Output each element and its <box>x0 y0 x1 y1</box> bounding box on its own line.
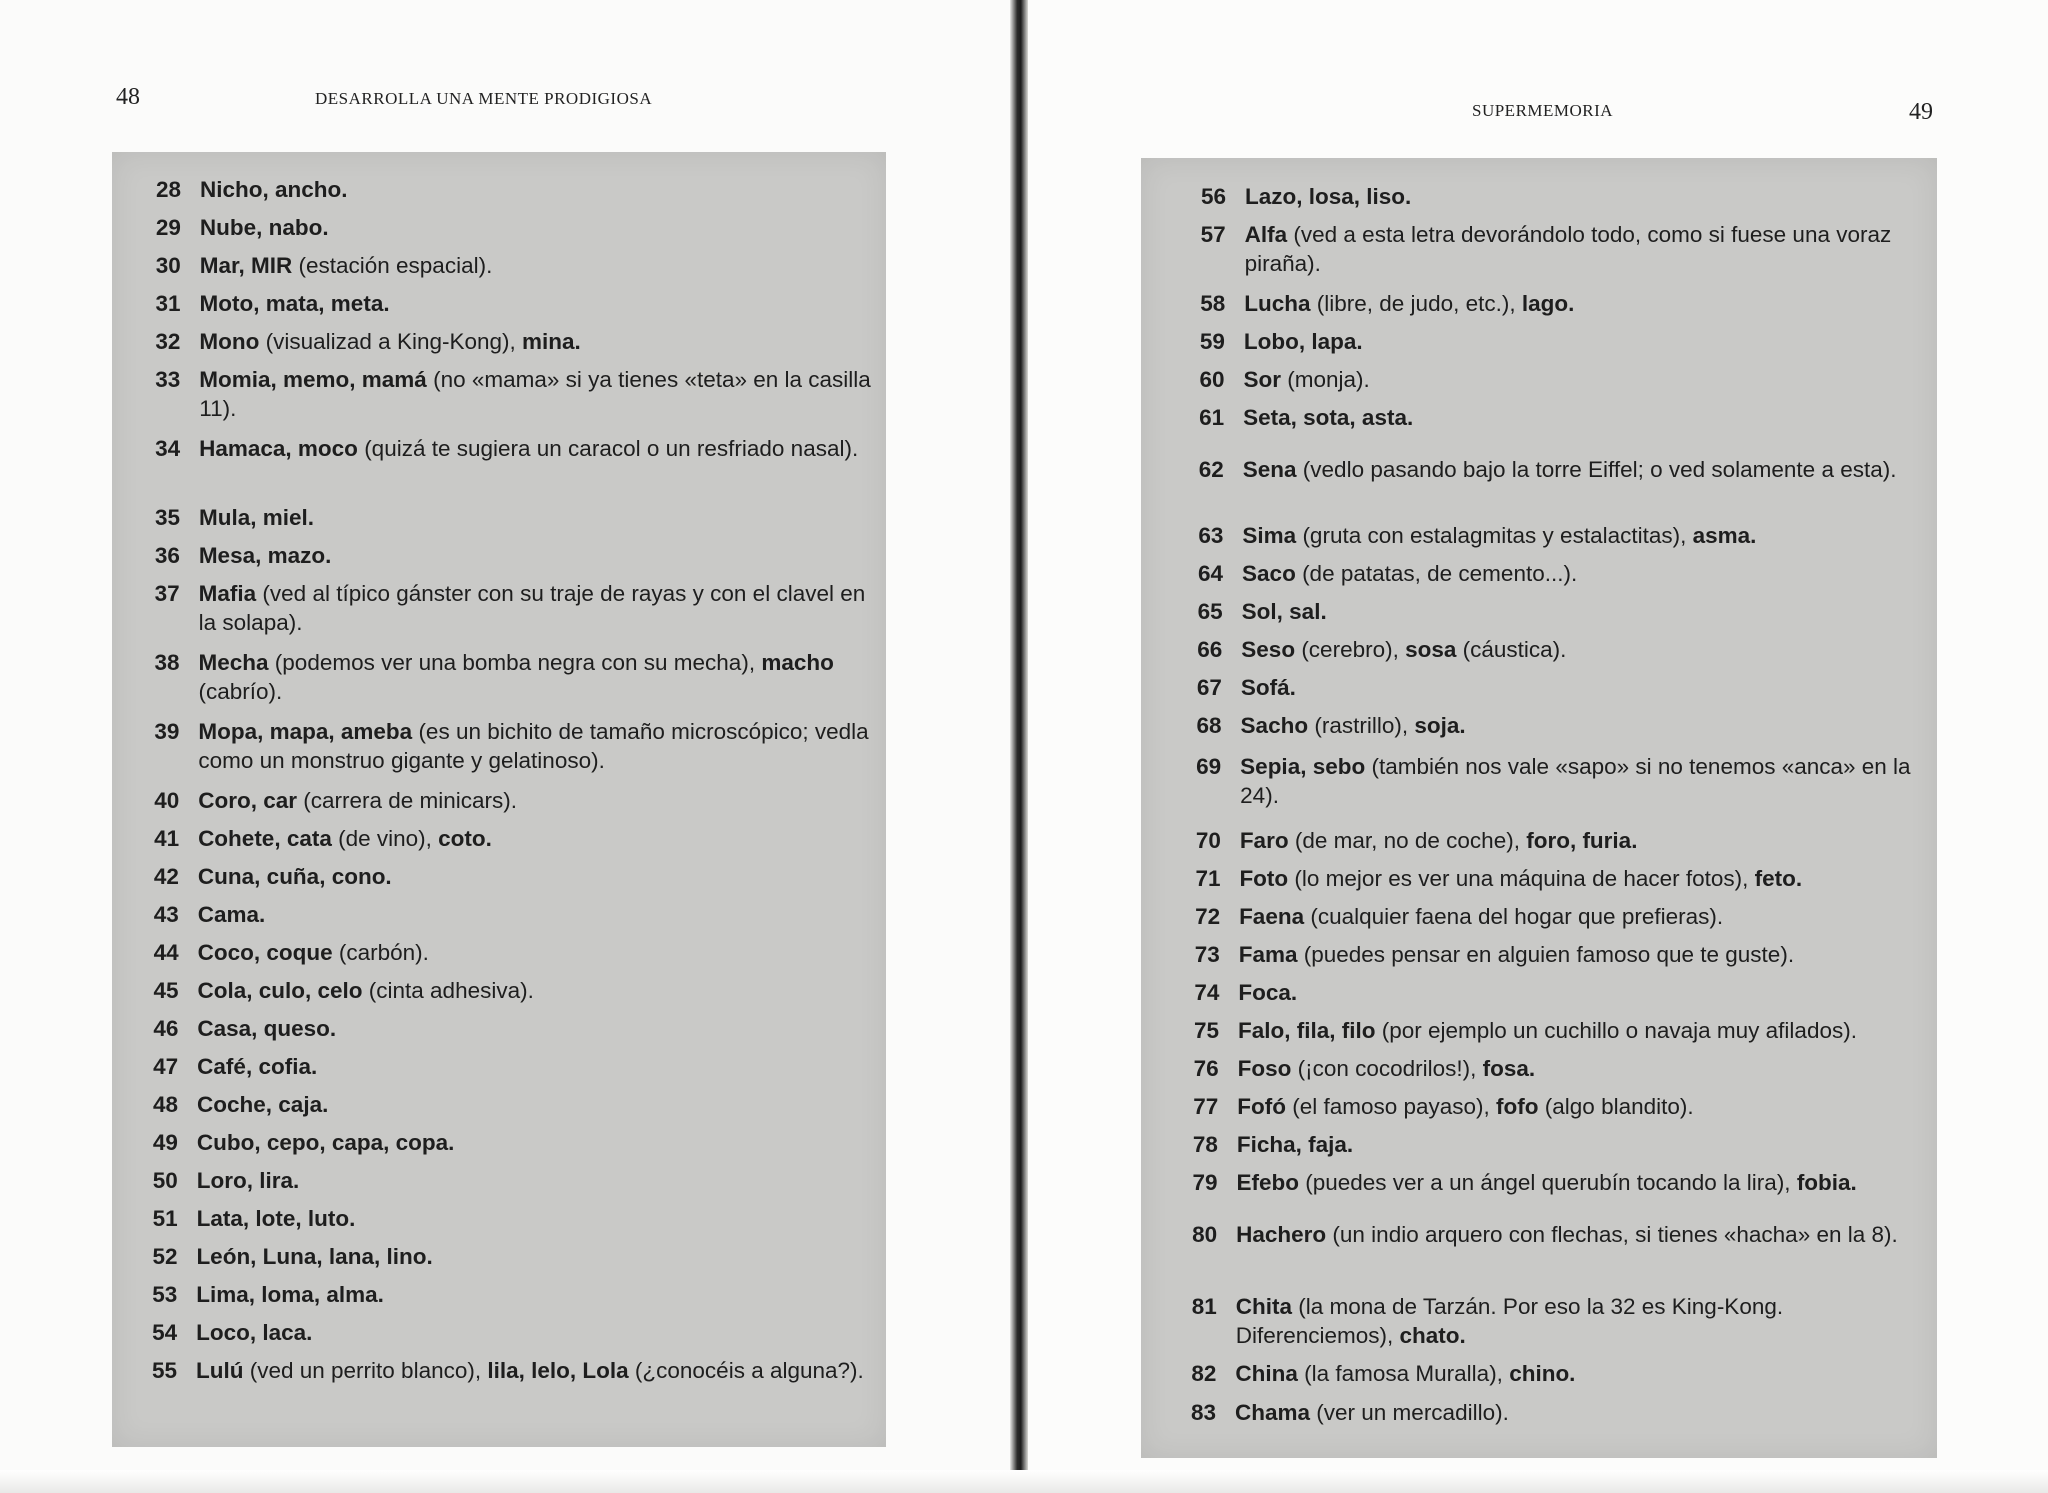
entry-keyword: Cama. <box>197 902 266 927</box>
entry-number: 75 <box>1193 1018 1219 1043</box>
entry-note: (ver un mercadillo). <box>1310 1400 1509 1425</box>
right-entry-75 <box>1188 1016 1918 1045</box>
right-entry-74 <box>1188 978 1918 1007</box>
entry-text <box>197 1014 877 1043</box>
entry-keyword: Nicho, ancho. <box>200 177 348 202</box>
entry-keyword: Mono <box>199 329 260 354</box>
entry-keyword: Cohete, cata <box>198 826 332 851</box>
entry-text <box>1241 711 1921 740</box>
entry-keyword: soja. <box>1414 713 1466 738</box>
entry-keyword: macho <box>761 650 834 675</box>
entry-keyword: Loro, lira. <box>196 1168 300 1193</box>
right-entry-65 <box>1192 597 1922 626</box>
entry-keyword: mina. <box>522 329 581 354</box>
entry-note: (¡con cocodrilos!), <box>1291 1056 1483 1081</box>
entry-keyword: foro, furia. <box>1526 828 1638 853</box>
entry-keyword: Sacho <box>1240 713 1309 738</box>
entry-text <box>1239 940 1919 969</box>
entry-note: (cabrío). <box>198 679 283 704</box>
entry-keyword: Efebo <box>1236 1170 1299 1195</box>
entry-number: 34 <box>155 436 181 461</box>
right-entry-70 <box>1190 826 1920 855</box>
right-entry-56 <box>1195 182 1925 211</box>
entry-number: 37 <box>154 581 180 606</box>
page-bottom-shadow <box>0 1470 2048 1493</box>
entry-text <box>1238 1016 1918 1045</box>
entry-note: (ved al típico gánster con su traje de rayas y con el clavel en la solapa). <box>198 581 866 635</box>
left-entry-39 <box>148 717 878 775</box>
entry-note: (¿conocéis a alguna?). <box>628 1358 864 1383</box>
entry-keyword: Falo, fila, filo <box>1237 1018 1376 1043</box>
entry-keyword: Sepia, sebo <box>1240 754 1366 779</box>
left-entry-40 <box>148 786 878 815</box>
entry-keyword: Mula, miel. <box>198 505 314 530</box>
entry-keyword: sosa <box>1405 637 1457 662</box>
entry-text <box>1240 752 1920 810</box>
entry-number: 45 <box>153 978 179 1003</box>
right-entry-79 <box>1186 1168 1916 1197</box>
entry-text <box>196 1318 876 1347</box>
right-entry-81 <box>1186 1292 1916 1350</box>
entry-keyword: Momia, memo, mamá <box>199 367 427 392</box>
entry-keyword: Lucha <box>1244 291 1311 316</box>
entry-text <box>197 1052 877 1081</box>
right-page-number: 49 <box>1909 99 1933 125</box>
entry-text <box>196 1280 876 1309</box>
entry-number: 44 <box>153 940 179 965</box>
entry-number: 69 <box>1196 754 1222 779</box>
right-entry-77 <box>1187 1092 1917 1121</box>
entry-note: (puedes ver a un ángel querubín tocando la lira), <box>1298 1170 1797 1195</box>
entry-note: (ved a esta letra devorándolo todo, como si fuese una voraz piraña). <box>1244 222 1892 276</box>
entry-note: (carrera de minicars). <box>297 788 518 813</box>
entry-note: (es un bichito de tamaño microscópico; vedla como un monstruo gigante y gelatinoso). <box>198 719 869 773</box>
entry-number: 58 <box>1200 291 1226 316</box>
entry-number: 64 <box>1198 561 1224 586</box>
entry-number: 67 <box>1196 675 1222 700</box>
entry-keyword: Sor <box>1243 367 1282 392</box>
right-entry-59 <box>1194 327 1924 356</box>
entry-note: (la famosa Muralla), <box>1297 1361 1510 1386</box>
entry-number: 60 <box>1199 367 1225 392</box>
left-entry-41 <box>148 824 878 853</box>
entry-note: (de vino), <box>331 826 439 851</box>
entry-keyword: Mar, MIR <box>199 253 293 278</box>
entry-note: (monja). <box>1281 367 1370 392</box>
entry-number: 78 <box>1192 1132 1218 1157</box>
left-entry-32 <box>149 327 879 356</box>
entry-text <box>199 503 879 532</box>
entry-text <box>1242 597 1922 626</box>
entry-keyword: Mafia <box>198 581 257 606</box>
entry-text <box>200 289 880 318</box>
entry-number: 79 <box>1192 1170 1218 1195</box>
left-entry-55 <box>146 1356 876 1385</box>
entry-text <box>199 648 879 706</box>
entry-text <box>199 579 879 637</box>
entry-number: 70 <box>1195 828 1221 853</box>
entry-note: (también nos vale «sapo» si no tenemos «anca» en la 24). <box>1240 754 1911 808</box>
entry-note: (carbón). <box>332 940 429 965</box>
entry-text <box>198 824 878 853</box>
entry-number: 46 <box>153 1016 179 1041</box>
left-entry-43 <box>148 900 878 929</box>
left-entry-37 <box>149 579 879 637</box>
entry-keyword: asma. <box>1692 523 1757 548</box>
left-entry-47 <box>147 1052 877 1081</box>
entry-number: 56 <box>1201 184 1227 209</box>
entry-text <box>1235 1359 1915 1388</box>
entry-note: (puedes pensar en alguien famoso que te guste). <box>1297 942 1795 967</box>
entry-keyword: lago. <box>1521 291 1575 316</box>
entry-number: 42 <box>153 864 179 889</box>
entry-text <box>199 327 879 356</box>
left-entry-52 <box>146 1242 876 1271</box>
entry-text <box>199 541 879 570</box>
right-entry-62 <box>1193 455 1923 484</box>
entry-text <box>197 1090 877 1119</box>
entry-keyword: Foca. <box>1238 980 1298 1005</box>
left-entry-38 <box>149 648 879 706</box>
left-entry-51 <box>147 1204 877 1233</box>
entry-note: (gruta con estalagmitas y estalactitas), <box>1296 523 1693 548</box>
entry-note: (lo mejor es ver una máquina de hacer fotos), <box>1288 866 1755 891</box>
entry-note: (por ejemplo un cuchillo o navaja muy afilados). <box>1375 1018 1857 1043</box>
right-entry-83 <box>1185 1398 1915 1427</box>
left-running-head: DESARROLLA UNA MENTE PRODIGIOSA <box>315 89 653 108</box>
entry-number: 30 <box>155 253 181 278</box>
entry-number: 57 <box>1200 222 1226 247</box>
entry-text <box>1239 864 1919 893</box>
entry-number: 35 <box>154 505 180 530</box>
right-entry-63 <box>1192 521 1922 550</box>
entry-number: 82 <box>1191 1361 1217 1386</box>
entry-text <box>1243 403 1923 432</box>
entry-number: 39 <box>154 719 180 744</box>
entry-keyword: Saco <box>1242 561 1296 586</box>
left-entry-28 <box>150 175 880 204</box>
entry-keyword: fosa. <box>1482 1056 1536 1081</box>
entry-keyword: Loco, laca. <box>196 1320 313 1345</box>
left-entry-35 <box>149 503 879 532</box>
entry-note: (quizá te sugiera un caracol o un resfriado nasal). <box>357 436 859 461</box>
entry-text <box>1236 1220 1916 1249</box>
entry-text <box>1241 635 1921 664</box>
entry-text <box>200 251 880 280</box>
left-entry-31 <box>150 289 880 318</box>
entry-text <box>1245 220 1925 278</box>
entry-text <box>197 1204 877 1233</box>
entry-text <box>200 213 880 242</box>
entry-number: 48 <box>153 1092 179 1117</box>
entry-text <box>1241 673 1921 702</box>
left-entry-36 <box>149 541 879 570</box>
entry-number: 47 <box>153 1054 179 1079</box>
entry-number: 40 <box>154 788 180 813</box>
right-entry-78 <box>1187 1130 1917 1159</box>
entry-number: 81 <box>1191 1294 1217 1319</box>
entry-note: (de mar, no de coche), <box>1288 828 1527 853</box>
entry-text <box>198 938 878 967</box>
entry-number: 41 <box>154 826 180 851</box>
entry-note: (un indio arquero con flechas, si tienes «hacha» en la 8). <box>1326 1222 1898 1247</box>
entry-keyword: Faro <box>1239 828 1289 853</box>
entry-keyword: Alfa <box>1244 222 1288 247</box>
entry-keyword: China <box>1235 1361 1298 1386</box>
entry-number: 53 <box>152 1282 178 1307</box>
entry-number: 83 <box>1191 1400 1217 1425</box>
entry-note: (ved un perrito blanco), <box>243 1358 488 1383</box>
entry-text <box>197 1166 877 1195</box>
entry-text <box>200 175 880 204</box>
entry-keyword: Foso <box>1237 1056 1292 1081</box>
left-entry-54 <box>146 1318 876 1347</box>
entry-keyword: Moto, mata, meta. <box>199 291 390 316</box>
entry-text <box>1242 559 1922 588</box>
entry-text <box>199 434 879 463</box>
entry-keyword: Café, cofia. <box>197 1054 318 1079</box>
entry-number: 32 <box>155 329 181 354</box>
entry-keyword: Foto <box>1239 866 1289 891</box>
right-entry-76 <box>1188 1054 1918 1083</box>
entry-text <box>196 1242 876 1271</box>
entry-text <box>1238 1054 1918 1083</box>
entry-keyword: fofo <box>1496 1094 1539 1119</box>
entry-keyword: feto. <box>1754 866 1803 891</box>
entry-keyword: Fofó <box>1237 1094 1286 1119</box>
entry-keyword: Coche, caja. <box>197 1092 329 1117</box>
entry-number: 29 <box>155 215 181 240</box>
right-entry-61 <box>1193 403 1923 432</box>
left-entry-33 <box>149 365 879 423</box>
entry-keyword: Coco, coque <box>197 940 333 965</box>
entry-text <box>1240 826 1920 855</box>
entry-keyword: Hachero <box>1236 1222 1327 1247</box>
entry-keyword: Casa, queso. <box>197 1016 337 1041</box>
right-entry-58 <box>1194 289 1924 318</box>
entry-note: (estación espacial). <box>292 253 493 278</box>
entry-number: 65 <box>1197 599 1223 624</box>
entry-keyword: chino. <box>1509 1361 1576 1386</box>
left-entry-42 <box>148 862 878 891</box>
right-entry-68 <box>1191 711 1921 740</box>
entry-number: 31 <box>155 291 181 316</box>
entry-text <box>1244 327 1924 356</box>
book-gutter <box>1010 0 1028 1493</box>
entry-keyword: Cubo, cepo, capa, copa. <box>196 1130 455 1155</box>
entry-keyword: Faena <box>1239 904 1305 929</box>
right-entry-57 <box>1195 220 1925 278</box>
left-entry-30 <box>150 251 880 280</box>
entry-number: 43 <box>153 902 179 927</box>
entry-keyword: fobia. <box>1796 1170 1857 1195</box>
left-entry-46 <box>147 1014 877 1043</box>
entry-number: 36 <box>154 543 180 568</box>
right-entry-80 <box>1186 1220 1916 1249</box>
entry-keyword: Ficha, faja. <box>1236 1132 1354 1157</box>
entry-number: 77 <box>1193 1094 1219 1119</box>
entry-text <box>1238 978 1918 1007</box>
entry-number: 62 <box>1198 457 1224 482</box>
entry-text <box>1237 1130 1917 1159</box>
entry-number: 59 <box>1199 329 1225 354</box>
entry-keyword: Sena <box>1242 457 1297 482</box>
entry-number: 74 <box>1194 980 1220 1005</box>
entry-keyword: Sol, sal. <box>1241 599 1327 624</box>
entry-keyword: Cola, culo, celo <box>197 978 363 1003</box>
entry-text <box>1242 521 1922 550</box>
left-entry-50 <box>147 1166 877 1195</box>
entry-text <box>198 900 878 929</box>
left-entry-53 <box>146 1280 876 1309</box>
entry-keyword: León, Luna, lana, lino. <box>196 1244 433 1269</box>
entry-number: 76 <box>1193 1056 1219 1081</box>
entry-number: 63 <box>1198 523 1224 548</box>
entry-keyword: Mecha <box>198 650 269 675</box>
entry-keyword: Mesa, mazo. <box>198 543 332 568</box>
right-entry-73 <box>1189 940 1919 969</box>
entry-note: (vedlo pasando bajo la torre Eiffel; o ved solamente a esta). <box>1296 457 1897 482</box>
entry-keyword: Coro, car <box>198 788 297 813</box>
entry-text <box>1237 1092 1917 1121</box>
left-entry-44 <box>148 938 878 967</box>
entry-note: (no «mama» si ya tienes «teta» en la casilla 11). <box>199 367 871 421</box>
right-entry-66 <box>1191 635 1921 664</box>
left-entry-29 <box>150 213 880 242</box>
right-entry-60 <box>1194 365 1924 394</box>
entry-text <box>1235 1398 1915 1427</box>
entry-keyword: Lobo, lapa. <box>1243 329 1363 354</box>
entry-keyword: Mopa, mapa, ameba <box>198 719 413 744</box>
entry-keyword: Lulú <box>196 1358 244 1383</box>
entry-note: (rastrillo), <box>1308 713 1415 738</box>
left-entry-49 <box>147 1128 877 1157</box>
entry-text <box>1245 182 1925 211</box>
entry-text <box>198 717 878 775</box>
right-entry-67 <box>1191 673 1921 702</box>
entry-number: 66 <box>1197 637 1223 662</box>
entry-number: 72 <box>1195 904 1221 929</box>
entry-note: (de patatas, de cemento...). <box>1295 561 1578 586</box>
entry-number: 71 <box>1195 866 1221 891</box>
entry-text <box>1236 1168 1916 1197</box>
entry-note: (cualquier faena del hogar que prefieras). <box>1304 904 1724 929</box>
entry-keyword: Lazo, losa, liso. <box>1245 184 1412 209</box>
entry-note: (la mona de Tarzán. Por eso la 32 es King-Kong. Diferenciemos), <box>1235 1294 1784 1348</box>
entry-number: 51 <box>152 1206 178 1231</box>
entry-text <box>1244 365 1924 394</box>
entry-number: 50 <box>152 1168 178 1193</box>
entry-keyword: Cuna, cuña, cono. <box>197 864 392 889</box>
entry-note: (libre, de judo, etc.), <box>1310 291 1522 316</box>
entry-text <box>198 862 878 891</box>
entry-number: 61 <box>1199 405 1225 430</box>
right-entry-82 <box>1185 1359 1915 1388</box>
entry-text <box>198 786 878 815</box>
entry-keyword: Seso <box>1241 637 1296 662</box>
entry-text <box>1244 289 1924 318</box>
entry-note: (cerebro), <box>1295 637 1406 662</box>
left-entry-34 <box>149 434 879 463</box>
entry-note: (algo blandito). <box>1538 1094 1694 1119</box>
entry-number: 52 <box>152 1244 178 1269</box>
entry-text <box>197 1128 877 1157</box>
entry-number: 73 <box>1194 942 1220 967</box>
entry-note: (el famoso payaso), <box>1285 1094 1497 1119</box>
entry-keyword: Chama <box>1235 1400 1311 1425</box>
entry-number: 55 <box>152 1358 178 1383</box>
right-entry-64 <box>1192 559 1922 588</box>
entry-text <box>196 1356 876 1385</box>
right-entry-69 <box>1190 752 1920 810</box>
entry-keyword: Lata, lote, luto. <box>196 1206 356 1231</box>
entry-keyword: Fama <box>1238 942 1298 967</box>
entry-keyword: Seta, sota, asta. <box>1243 405 1414 430</box>
entry-number: 80 <box>1192 1222 1218 1247</box>
entry-keyword: coto. <box>438 826 492 851</box>
entry-keyword: Nube, nabo. <box>199 215 329 240</box>
entry-number: 49 <box>152 1130 178 1155</box>
entry-note: (cáustica). <box>1456 637 1567 662</box>
entry-text <box>1236 1292 1916 1350</box>
entry-keyword: Chita <box>1235 1294 1292 1319</box>
entry-note: (cinta adhesiva). <box>362 978 534 1003</box>
entry-keyword: chato. <box>1399 1323 1466 1348</box>
entry-note: (podemos ver una bomba negra con su mecha), <box>268 650 762 675</box>
entry-text <box>199 365 879 423</box>
left-entry-48 <box>147 1090 877 1119</box>
entry-number: 38 <box>154 650 180 675</box>
entry-keyword: Sofá. <box>1240 675 1296 700</box>
entry-number: 33 <box>155 367 181 392</box>
entry-note: (visualizad a King-Kong), <box>259 329 523 354</box>
left-page-number: 48 <box>116 84 140 110</box>
entry-keyword: Lima, loma, alma. <box>196 1282 384 1307</box>
entry-text <box>1243 455 1923 484</box>
entry-number: 28 <box>156 177 182 202</box>
right-running-head: SUPERMEMORIA <box>1472 101 1614 120</box>
entry-number: 54 <box>152 1320 178 1345</box>
right-entry-72 <box>1189 902 1919 931</box>
entry-keyword: Hamaca, moco <box>199 436 358 461</box>
entry-keyword: lila, lelo, Lola <box>487 1358 629 1383</box>
entry-number: 68 <box>1196 713 1222 738</box>
left-entry-45 <box>147 976 877 1005</box>
right-entry-71 <box>1189 864 1919 893</box>
entry-text <box>197 976 877 1005</box>
entry-keyword: Sima <box>1242 523 1297 548</box>
entry-text <box>1239 902 1919 931</box>
